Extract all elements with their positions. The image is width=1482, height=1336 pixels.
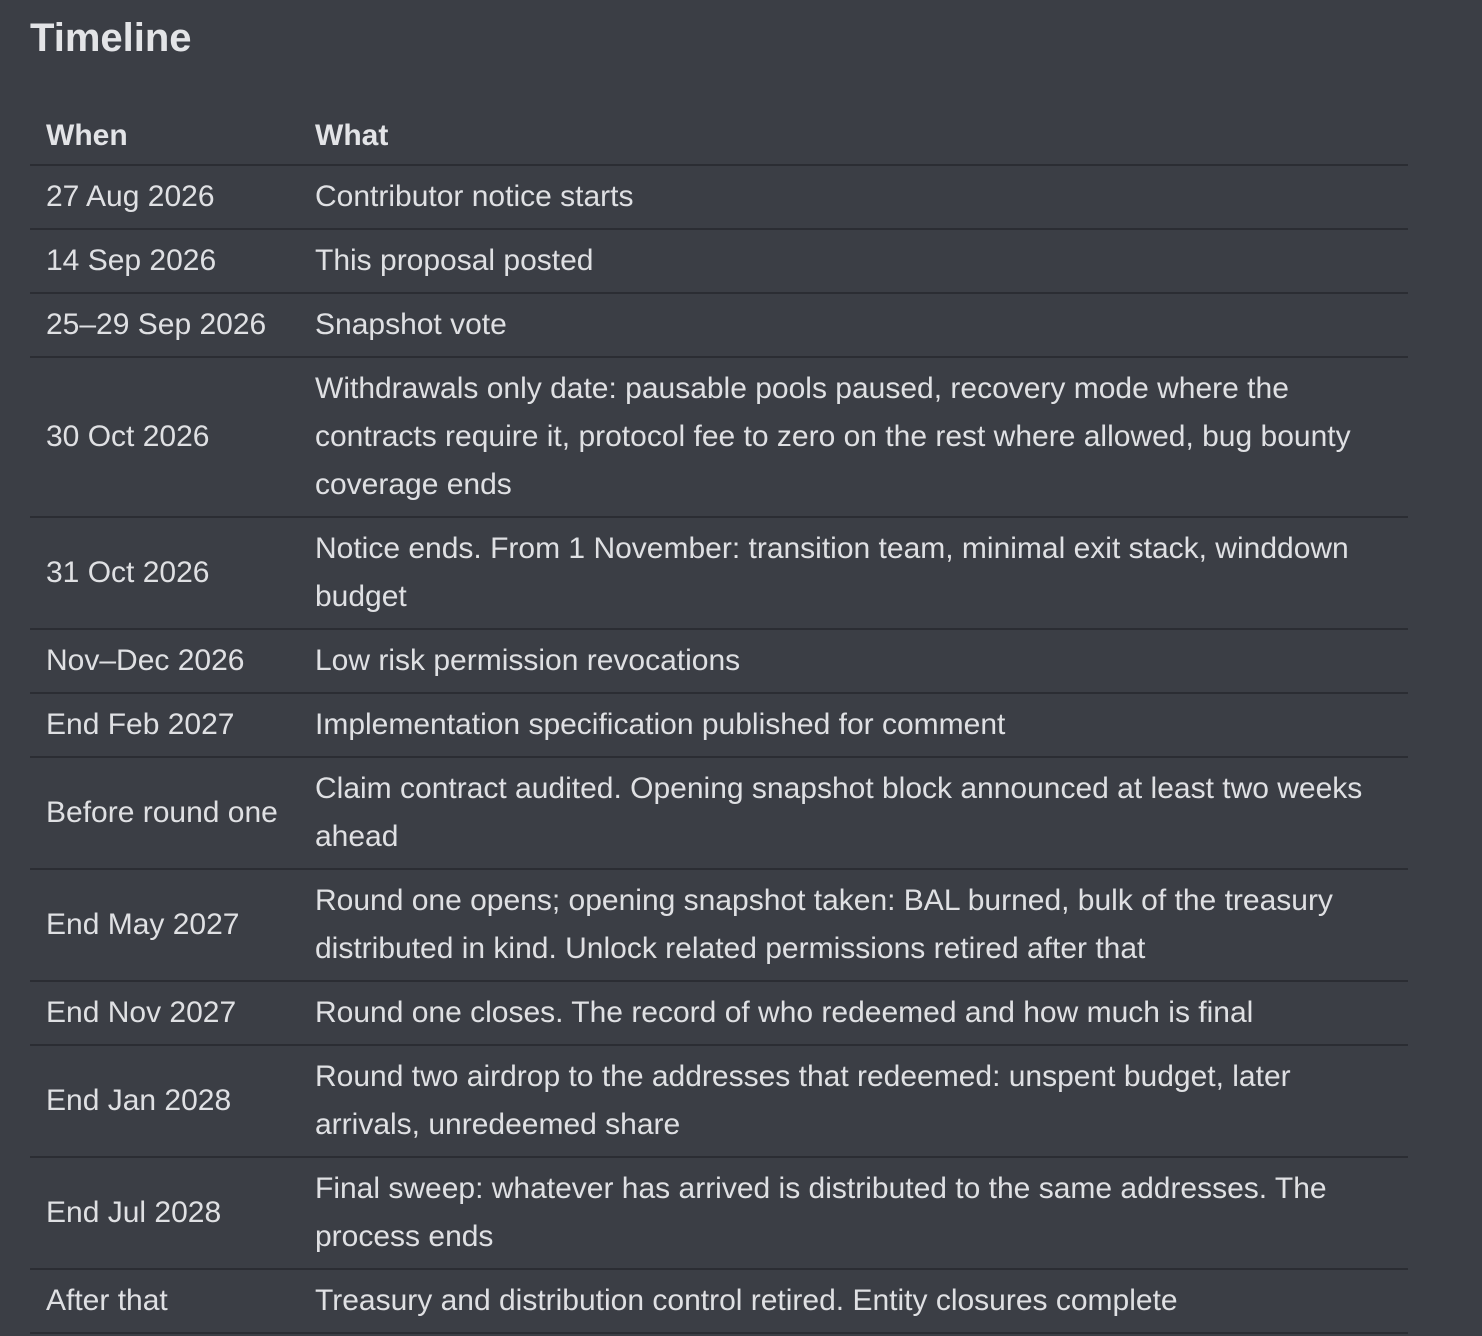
cell-what: This proposal posted [300, 229, 1408, 293]
table-row [30, 1269, 1408, 1333]
cell-when: End Jul 2028 [30, 1157, 300, 1269]
table-row [30, 757, 1408, 869]
column-header-what: What [300, 108, 1408, 165]
cell-when: Nov–Dec 2026 [30, 629, 300, 693]
timeline-table [30, 108, 1408, 1334]
cell-when: 25–29 Sep 2026 [30, 293, 300, 357]
cell-what: Snapshot vote [300, 293, 1408, 357]
cell-what: Round two airdrop to the addresses that redeemed: unspent budget, later arrivals, unredeemed share [300, 1045, 1408, 1157]
table-row [30, 229, 1408, 293]
table-row [30, 357, 1408, 517]
cell-when: 30 Oct 2026 [30, 357, 300, 517]
cell-what: Contributor notice starts [300, 165, 1408, 229]
table-body [30, 165, 1408, 1333]
page-title: Timeline [30, 16, 192, 60]
column-header-when: When [30, 108, 300, 165]
cell-what: Round one opens; opening snapshot taken: BAL burned, bulk of the treasury distributed in kind. Unlock related permissions retired after that [300, 869, 1408, 981]
cell-when: 27 Aug 2026 [30, 165, 300, 229]
cell-when: End Jan 2028 [30, 1045, 300, 1157]
table-row [30, 981, 1408, 1045]
table-row [30, 869, 1408, 981]
cell-when: 14 Sep 2026 [30, 229, 300, 293]
cell-what: Claim contract audited. Opening snapshot block announced at least two weeks ahead [300, 757, 1408, 869]
cell-what: Implementation specification published for comment [300, 693, 1408, 757]
cell-when: 31 Oct 2026 [30, 517, 300, 629]
cell-when: End May 2027 [30, 869, 300, 981]
cell-what: Low risk permission revocations [300, 629, 1408, 693]
cell-when: Before round one [30, 757, 300, 869]
table-row [30, 693, 1408, 757]
cell-what: Notice ends. From 1 November: transition team, minimal exit stack, winddown budget [300, 517, 1408, 629]
cell-what: Final sweep: whatever has arrived is distributed to the same addresses. The process ends [300, 1157, 1408, 1269]
table-row [30, 1045, 1408, 1157]
cell-when: End Nov 2027 [30, 981, 300, 1045]
table-row [30, 517, 1408, 629]
cell-what: Treasury and distribution control retired. Entity closures complete [300, 1269, 1408, 1333]
table-header-row [30, 108, 1408, 165]
table-row [30, 165, 1408, 229]
cell-what: Round one closes. The record of who redeemed and how much is final [300, 981, 1408, 1045]
cell-what: Withdrawals only date: pausable pools paused, recovery mode where the contracts require it, protocol fee to zero on the rest where allowed, bug bounty coverage ends [300, 357, 1408, 517]
table-row [30, 629, 1408, 693]
cell-when: After that [30, 1269, 300, 1333]
table-row [30, 1157, 1408, 1269]
cell-when: End Feb 2027 [30, 693, 300, 757]
table-row [30, 293, 1408, 357]
